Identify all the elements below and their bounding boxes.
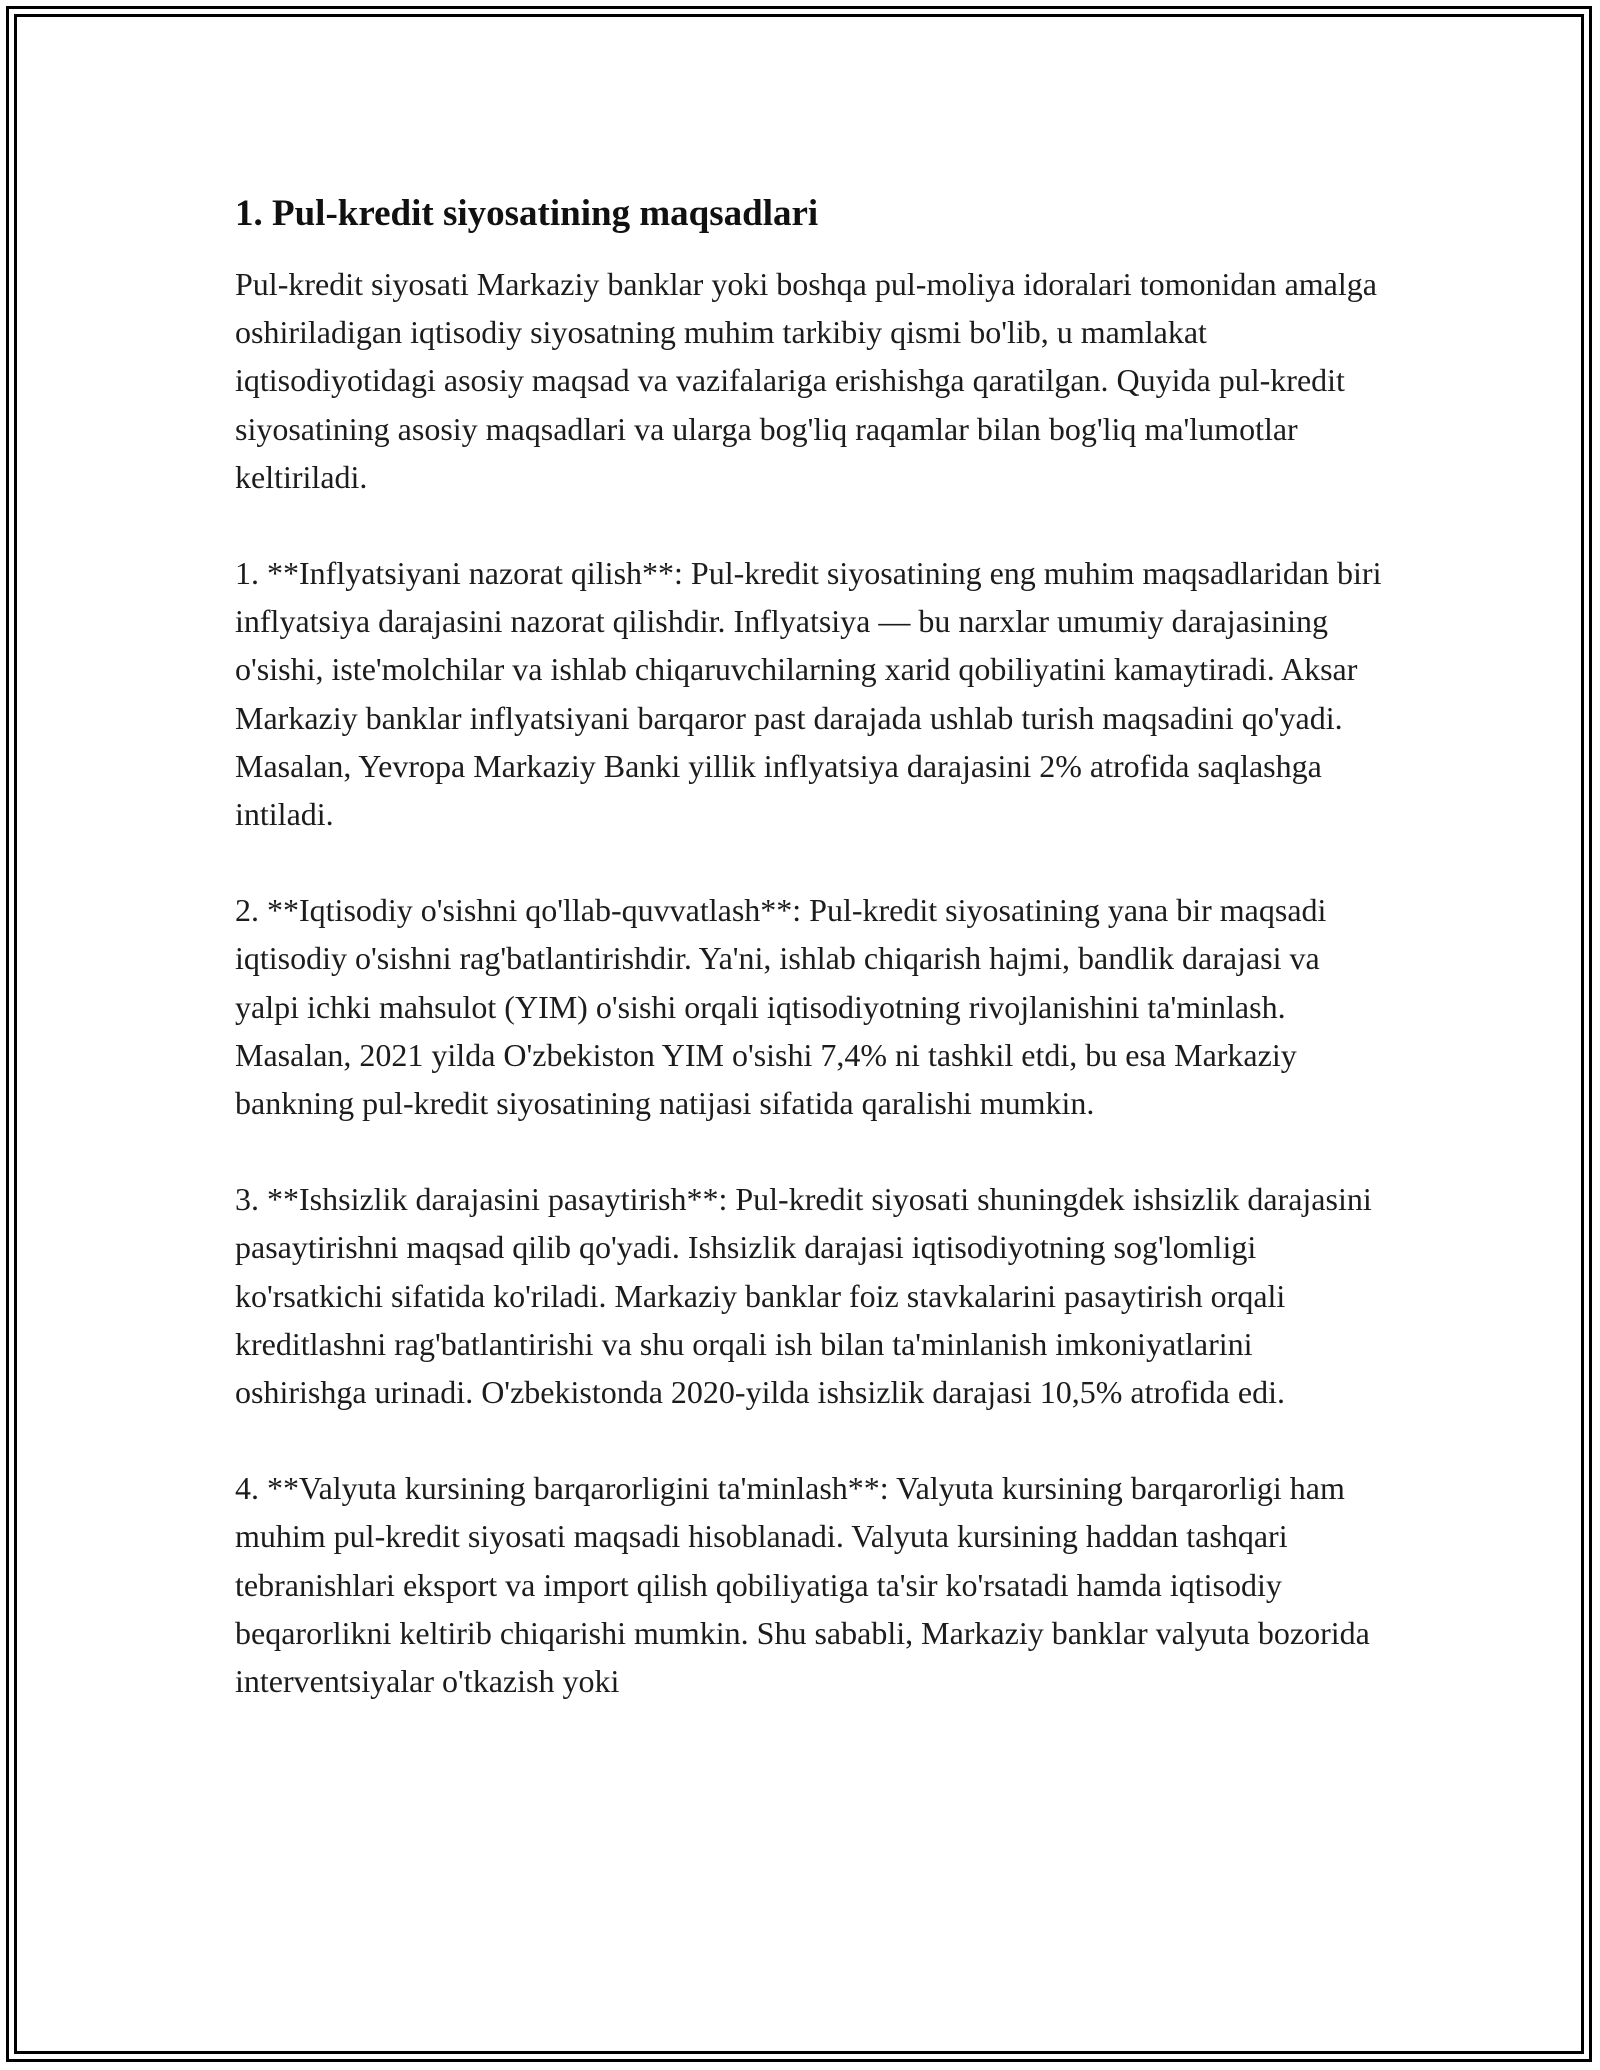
paragraph-exchange-rate: 4. **Valyuta kursining barqarorligini ta'minlash**: Valyuta kursining barqarorligi ham muhim pul-kredit siyosati maqsadi hisoblanadi. Valyuta kursining haddan tashqari tebranishlari eksport va import qilish qobiliyatiga ta'sir ko'rsatadi hamda iqtisodiy beqarorlikni keltirib chiqarishi mumkin. Shu sababli, Markaziy banklar valyuta bozorida interventsiyalar o'tkazish yoki bbox=[235, 1470, 1370, 1700]
section-heading: 1. Pul-kredit siyosatining maqsadlari bbox=[235, 193, 819, 234]
document-body bbox=[235, 190, 1385, 1753]
intro-paragraph: Pul-kredit siyosati Markaziy banklar yoki boshqa pul-moliya idoralari tomonidan amalga oshiriladigan iqtisodiy siyosatning muhim tarkibiy qismi bo'lib, u mamlakat iqtisodiyotidagi asosiy maqsad va vazifalariga erishishga qaratilgan. Quyida pul-kredit siyosatining asosiy maqsadlari va ularga bog'liq raqamlar bilan bog'liq ma'lumotlar keltiriladi. bbox=[235, 266, 1377, 495]
paragraph-economic-growth: 2. **Iqtisodiy o'sishni qo'llab-quvvatlash**: Pul-kredit siyosatining yana bir maqsadi iqtisodiy o'sishni rag'batlantirishdir. Ya'ni, ishlab chiqarish hajmi, bandlik darajasi va yalpi ichki mahsulot (YIM) o'sishi orqali iqtisodiyotning rivojlanishini ta'minlash. Masalan, 2021 yilda O'zbekiston YIM o'sishi 7,4% ni tashkil etdi, bu esa Markaziy bankning pul-kredit siyosatining natijasi sifatida qaralishi mumkin. bbox=[235, 892, 1327, 1122]
paragraph-unemployment: 3. **Ishsizlik darajasini pasaytirish**: Pul-kredit siyosati shuningdek ishsizlik darajasini pasaytirishni maqsad qilib qo'yadi. Ishsizlik darajasi iqtisodiyotning sog'lomligi ko'rsatkichi sifatida ko'riladi. Markaziy banklar foiz stavkalarini pasaytirish orqali kreditlashni rag'batlantirishi va shu orqali ish bilan ta'minlanish imkoniyatlarini oshirishga urinadi. O'zbekistonda 2020-yilda ishsizlik darajasi 10,5% atrofida edi. bbox=[235, 1181, 1372, 1411]
paragraph-inflation-control: 1. **Inflyatsiyani nazorat qilish**: Pul-kredit siyosatining eng muhim maqsadlaridan biri inflyatsiya darajasini nazorat qilishdir. Inflyatsiya — bu narxlar umumiy darajasining o'sishi, iste'molchilar va ishlab chiqaruvchilarning xarid qobiliyatini kamaytiradi. Aksar Markaziy banklar inflyatsiyani barqaror past darajada ushlab turish maqsadini qo'yadi. Masalan, Yevropa Markaziy Banki yillik inflyatsiya darajasini 2% atrofida saqlashga intiladi. bbox=[235, 555, 1382, 833]
